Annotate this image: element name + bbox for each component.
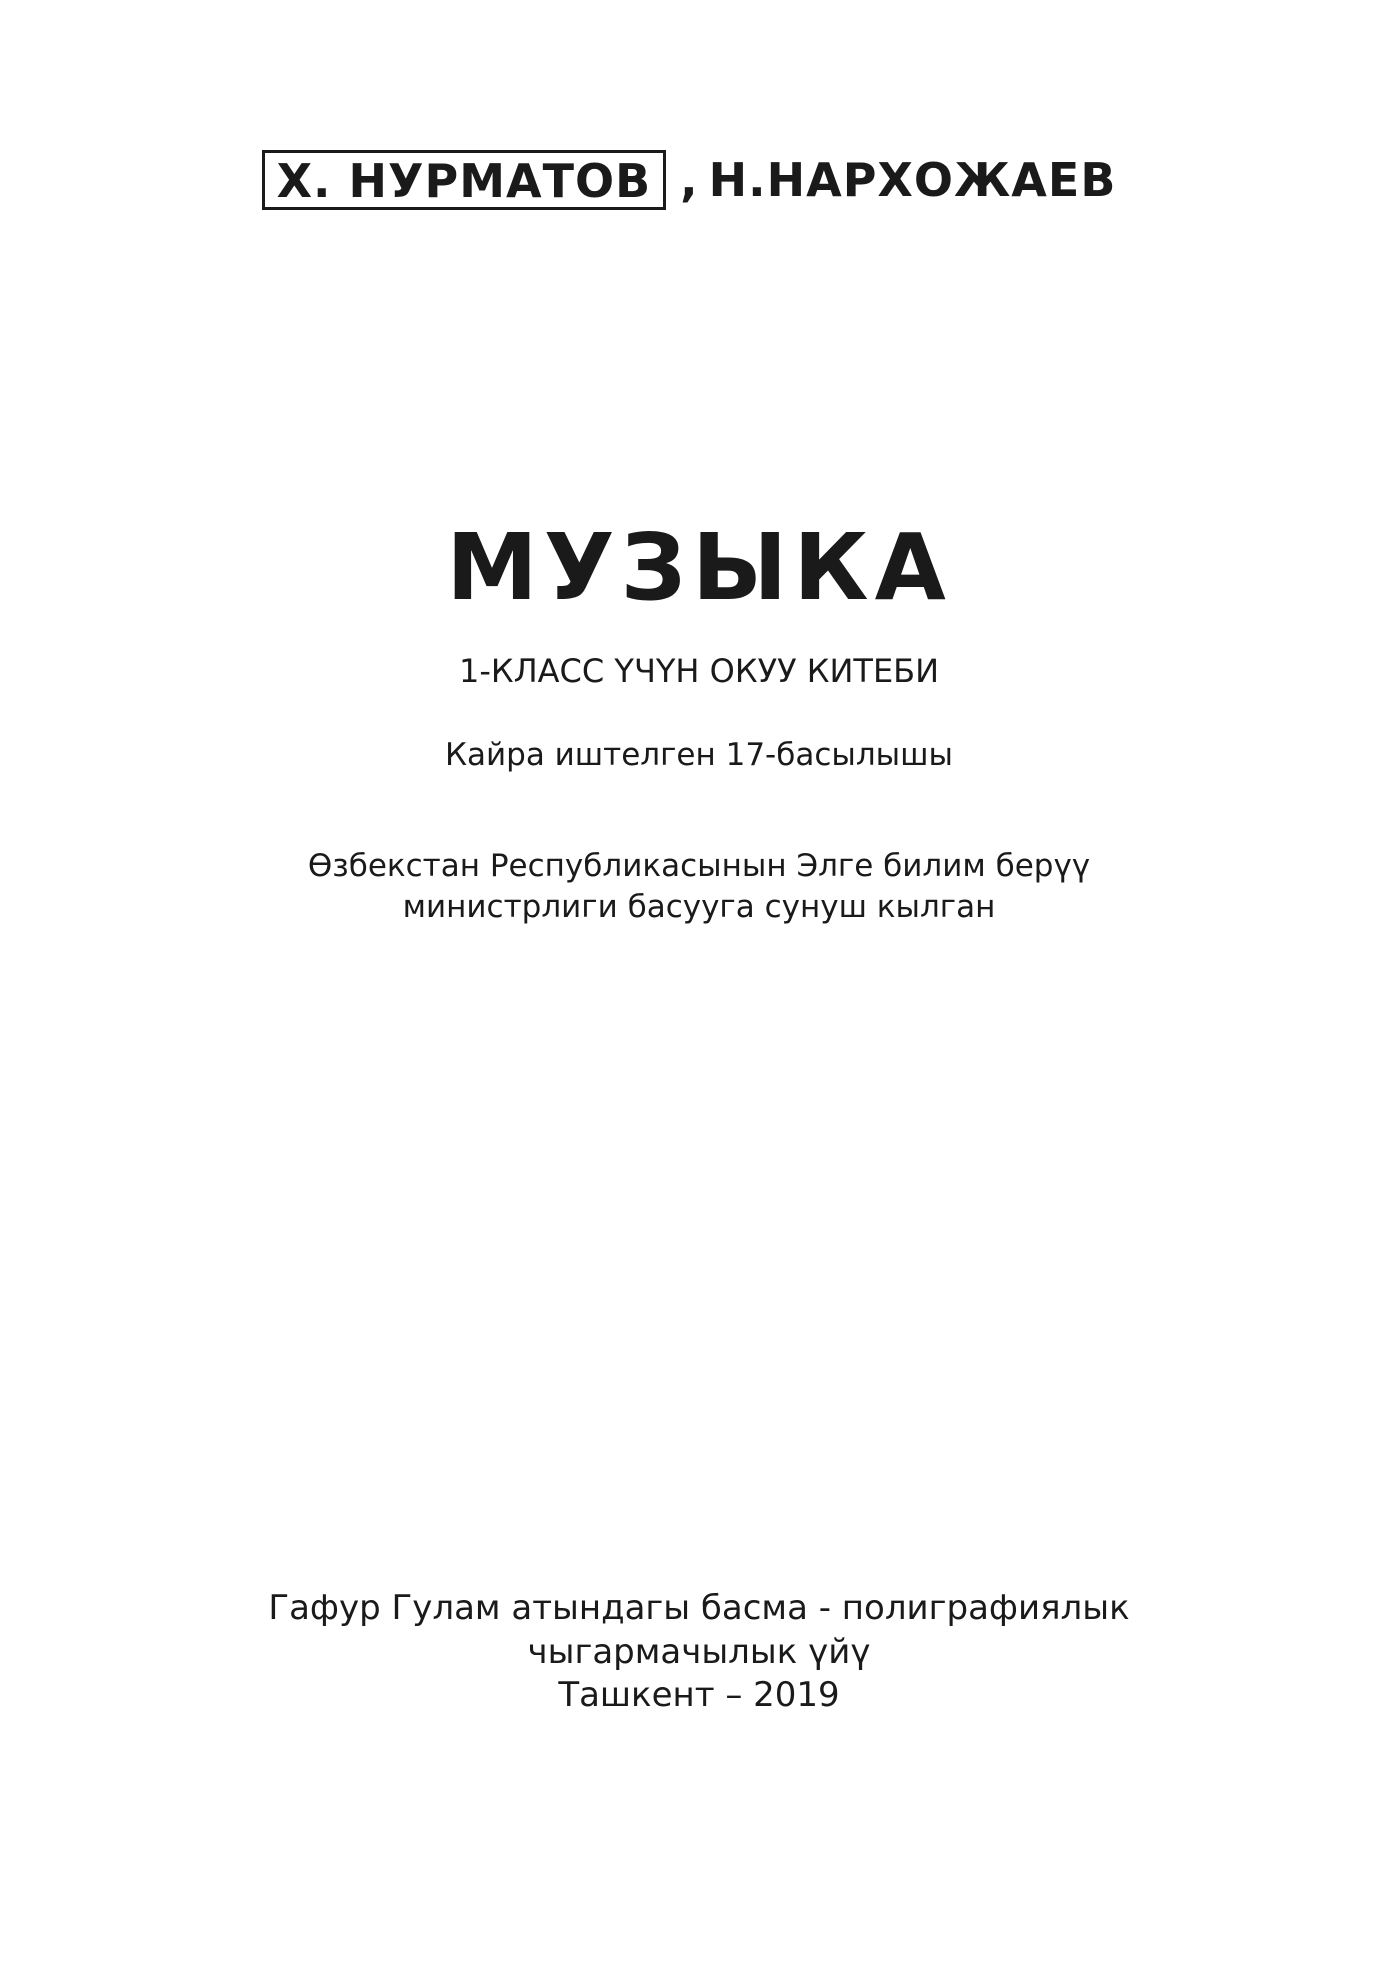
book-title: МУЗЫКА	[446, 514, 952, 621]
approval-note	[0, 846, 1378, 928]
authors	[0, 150, 1378, 210]
publisher-imprint	[0, 1587, 1378, 1718]
author-second: Н.НАРХОЖАЕВ	[708, 153, 1117, 207]
publisher-line-2: чыгармачылык үйү	[527, 1631, 871, 1672]
publisher-line-3: Ташкент – 2019	[558, 1675, 840, 1716]
approval-line-1: Өзбекстан Республикасынын Элге билим берүү	[307, 848, 1091, 884]
publisher-line-1: Гафур Гулам атындагы басма - полиграфиялык	[268, 1588, 1130, 1628]
edition-note: Кайра иштелген 17-басылышы	[444, 737, 954, 773]
author-first: Х. НУРМАТОВ	[262, 150, 667, 210]
approval-line-2: министрлиги басууга сунуш кылган	[402, 888, 996, 925]
book-subtitle: 1-КЛАСС ҮЧҮН ОКУУ КИТЕБИ	[458, 652, 940, 690]
author-separator: ,	[680, 153, 699, 207]
